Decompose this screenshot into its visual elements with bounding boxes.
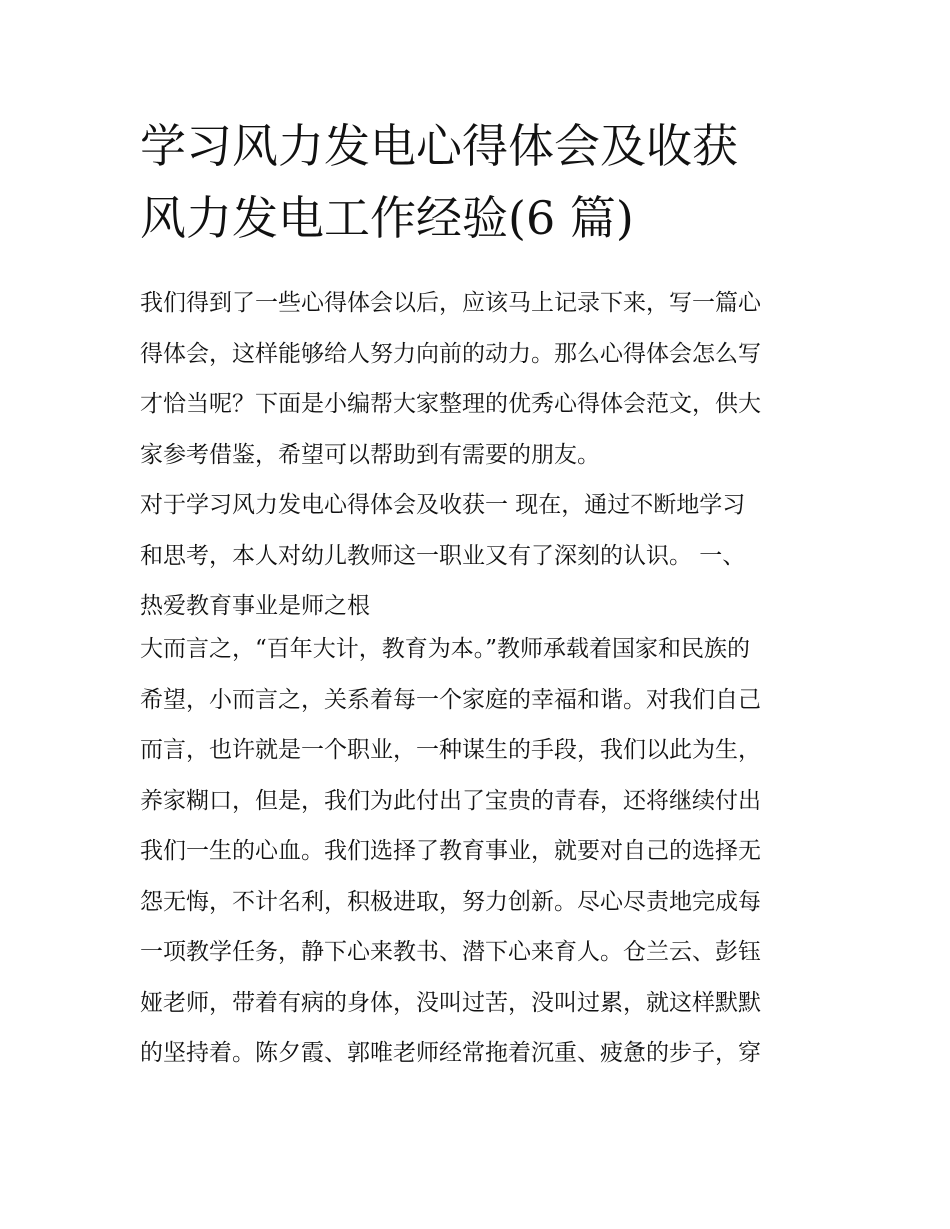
text-line: 对于学习风力发电心得体会及收获一 现在，通过不断地学习 [140,492,746,518]
paragraph-section-one [140,480,830,624]
text-line: 娅老师，带着有病的身体，没叫过苦，没叫过累，就这样默默 [140,989,761,1016]
text-line: 才恰当呢？下面是小编帮大家整理的优秀心得体会范文，供大 [140,391,761,417]
title-line-2: 风力发电工作经验(6 篇) [140,191,634,245]
text-line: 和思考，本人对幼儿教师这一职业又有了深刻的认识。 一、 [140,542,746,569]
title-line-1: 学习风力发电心得体会及收获 [140,119,738,173]
text-line: 的坚持着。陈夕霞、郭唯老师经常拖着沉重、疲惫的步子，穿 [140,1040,761,1066]
text-line: 而言，也许就是一个职业，一种谋生的手段，我们以此为生， [140,737,761,763]
text-line: 希望，小而言之，关系着每一个家庭的幸福和谐。对我们自己 [140,686,761,713]
text-line: 我们一生的心血。我们选择了教育事业，就要对自己的选择无 [140,838,761,864]
document-title [140,110,830,254]
document-body [140,278,830,1079]
text-line: 得体会，这样能够给人努力向前的动力。那么心得体会怎么写 [140,340,761,367]
paragraph-intro [140,278,830,480]
text-line: 养家糊口，但是，我们为此付出了宝贵的青春，还将继续付出 [140,787,761,814]
text-line: 怨无悔，不计名利，积极进取，努力创新。尽心尽责地完成每 [140,888,761,915]
text-line: 我们得到了一些心得体会以后，应该马上记录下来，写一篇心 [140,290,761,316]
paragraph-body [140,624,830,1079]
section-heading: 热爱教育事业是师之根 [140,593,370,619]
text-line: 一项教学任务，静下心来教书、潜下心来育人。仓兰云、彭钰 [140,939,761,965]
text-line: 家参考借鉴，希望可以帮助到有需要的朋友。 [140,441,600,468]
text-line: 大而言之，“百年大计，教育为本。”教师承载着国家和民族的 [140,636,751,662]
